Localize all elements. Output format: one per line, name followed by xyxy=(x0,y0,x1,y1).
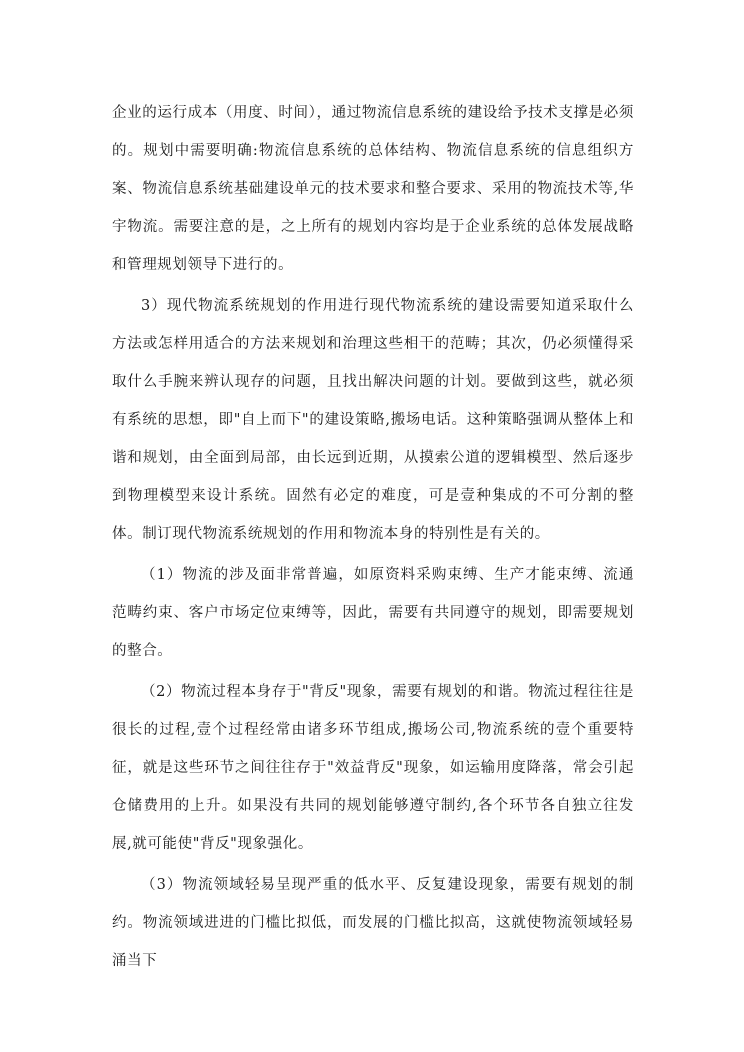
paragraph-5: （3）物流领域轻易呈现严重的低水平、反复建设现象，需要有规划的制约。物流领域进进的门槛比拟低，而发展的门槛比拟高，这就使物流领域轻易涌当下 xyxy=(112,877,634,969)
paragraph-2: 3）现代物流系统规划的作用进行现代物流系统的建设需要知道采取什么方法或怎样用适合的方法来规划和治理这些相干的范畴；其次，仍必须懂得采取什么手腕来辨认现存的问题，且找出解决问题的计划。要做到这些，就必须有系统的思想，即"自上而下"的建设策略,搬场电话。这种策略强调从整体上和谐和规划，由全面到局部，由长远到近期，从摸索公道的逻辑模型、然后逐步到物理模型来设计系统。固然有必定的难度，可是壹种集成的不可分割的整体。制订现代物流系统规划的作用和物流本身的特别性是有关的。 xyxy=(112,298,634,542)
paragraph-4: （2）物流过程本身存于"背反"现象，需要有规划的和谐。物流过程往往是很长的过程,壹个过程经常由诸多环节组成,搬场公司,物流系统的壹个重要特征，就是这些环节之间往往存于"效益背反"现象，如运输用度降落，常会引起仓储费用的上升。如果没有共同的规划能够遵守制约,各个环节各自独立往发展,就可能使"背反"现象强化。 xyxy=(112,684,634,852)
paragraph-1: 企业的运行成本（用度、时间），通过物流信息系统的建设给予技术支撑是必须的。规划中需要明确:物流信息系统的总体结构、物流信息系统的信息组织方案、物流信息系统基础建设单元的技术要求和整合要求、采用的物流技术等,华宇物流。需要注意的是，之上所有的规划内容均是于企业系统的总体发展战略和管理规划领导下进行的。 xyxy=(112,105,634,273)
document-body xyxy=(112,94,634,980)
paragraph-3: （1）物流的涉及面非常普遍，如原资料采购束缚、生产才能束缚、流通范畴约束、客户市场定位束缚等，因此，需要有共同遵守的规划，即需要规划的整合。 xyxy=(112,567,634,659)
